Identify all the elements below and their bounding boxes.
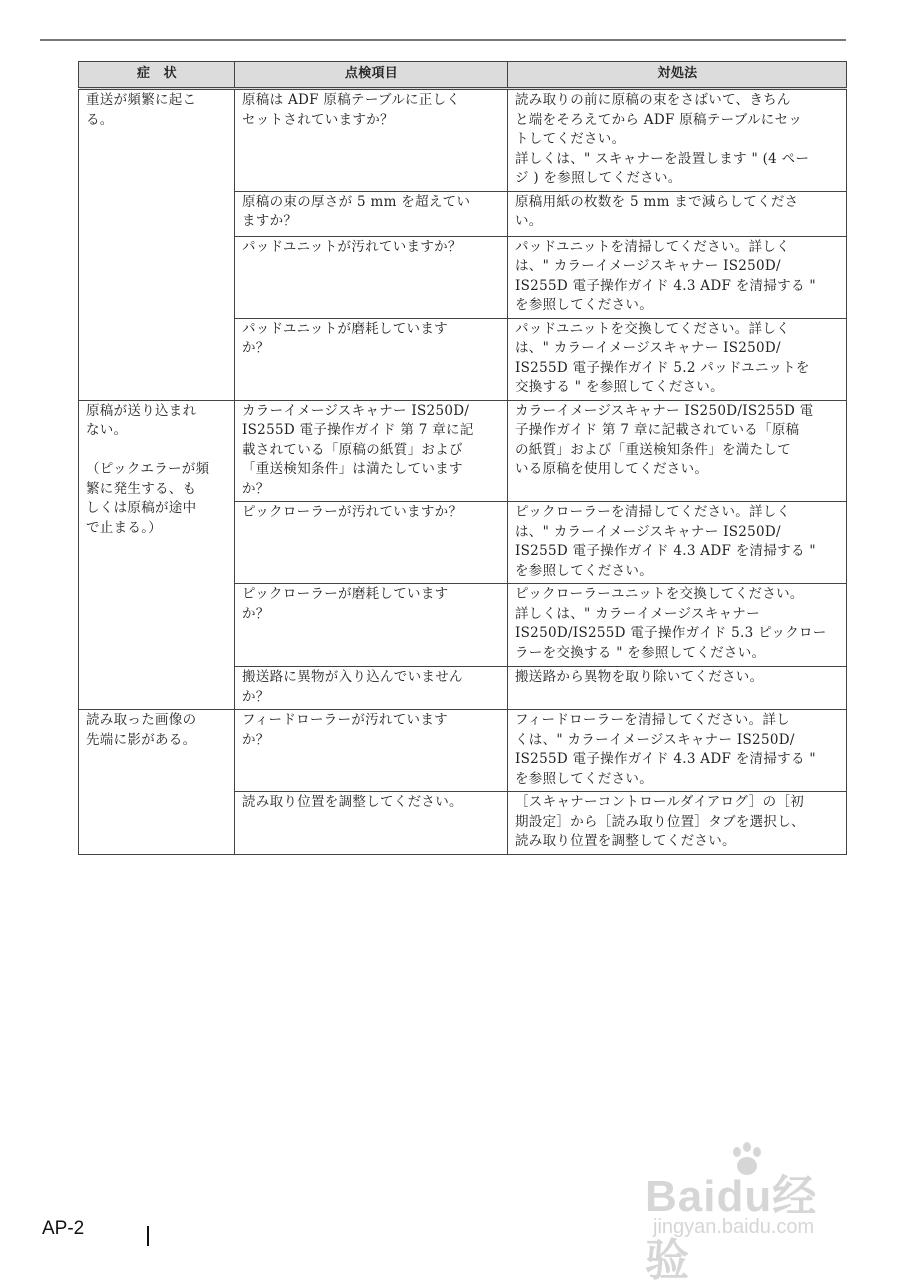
- remedy-cell: 原稿用紙の枚数を 5 mm まで減らしてくださ い。: [508, 191, 847, 236]
- table-row: [79, 710, 847, 792]
- remedy-cell: フィードローラーを清掃してください。詳し くは、" カラーイメージスキャナー IS250D/ IS255D 電子操作ガイド 4.3 ADF を清掃する " を参照してください。: [508, 710, 847, 792]
- remedy-cell: ピックローラーを清掃してください。詳しく は、" カラーイメージスキャナー IS250D/ IS255D 電子操作ガイド 4.3 ADF を清掃する " を参照してください。: [508, 502, 847, 584]
- check-item-cell: フィードローラーが汚れています か？: [235, 710, 508, 792]
- table-row: [79, 89, 847, 192]
- check-item-cell: 搬送路に異物が入り込んでいません か？: [235, 667, 508, 710]
- check-item-cell: ピックローラーが磨耗しています か？: [235, 584, 508, 667]
- check-item-cell: カラーイメージスキャナー IS250D/ IS255D 電子操作ガイド 第 7 章に記 載されている「原稿の紙質」および 「重送検知条件」は満たしています か？: [235, 400, 508, 502]
- watermark-url: jingyan.baidu.com: [653, 1216, 815, 1238]
- page-number: AP-2: [42, 1218, 85, 1239]
- check-item-cell: ピックローラーが汚れていますか？: [235, 502, 508, 584]
- symptom-cell: 読み取った画像の 先端に影がある。: [79, 710, 235, 855]
- baidu-watermark: [645, 1140, 855, 1285]
- column-header-symptom: 症 状: [79, 62, 235, 89]
- remedy-cell: パッドユニットを清掃してください。詳しく は、" カラーイメージスキャナー IS250D/ IS255D 電子操作ガイド 4.3 ADF を清掃する " を参照してください。: [508, 236, 847, 318]
- remedy-cell: 搬送路から異物を取り除いてください。: [508, 667, 847, 710]
- troubleshooting-table: [78, 61, 847, 855]
- footer-divider: [147, 1226, 149, 1246]
- header-rule: [40, 39, 846, 41]
- remedy-cell: カラーイメージスキャナー IS250D/IS255D 電 子操作ガイド 第 7 章に記載されている「原稿 の紙質」および「重送検知条件」を満たして いる原稿を使用してください。: [508, 400, 847, 502]
- check-item-cell: 原稿は ADF 原稿テーブルに正しく セットされていますか？: [235, 89, 508, 192]
- remedy-cell: パッドユニットを交換してください。詳しく は、" カラーイメージスキャナー IS250D/ IS255D 電子操作ガイド 5.2 パッドユニットを 交換する " を参照してください。: [508, 318, 847, 400]
- check-item-cell: パッドユニットが汚れていますか？: [235, 236, 508, 318]
- check-item-cell: 原稿の束の厚さが 5 mm を超えてい ますか？: [235, 191, 508, 236]
- remedy-cell: ピックローラーユニットを交換してください。 詳しくは、" カラーイメージスキャナー IS250D/IS255D 電子操作ガイド 5.3 ピックロー ラーを交換する " を参照してください。: [508, 584, 847, 667]
- column-header-remedy: 対処法: [508, 62, 847, 89]
- check-item-cell: パッドユニットが磨耗しています か？: [235, 318, 508, 400]
- symptom-cell: 原稿が送り込まれ ない。 （ピックエラーが頻 繁に発生する、も しくは原稿が途中 で止まる。）: [79, 400, 235, 710]
- symptom-cell: 重送が頻繁に起こ る。: [79, 89, 235, 401]
- check-item-cell: 読み取り位置を調整してください。: [235, 792, 508, 855]
- remedy-cell: 読み取りの前に原稿の束をさばいて、きちん と端をそろえてから ADF 原稿テーブルにセッ トしてください。 詳しくは、" スキャナーを設置します " (4 ペー ジ ) を参照してください。: [508, 89, 847, 192]
- remedy-cell: ［スキャナーコントロールダイアログ］の［初 期設定］から［読み取り位置］タブを選択し、 読み取り位置を調整してください。: [508, 792, 847, 855]
- watermark-logo: Baidu经验: [645, 1172, 818, 1285]
- table-row: [79, 400, 847, 502]
- table-header-row: [79, 62, 847, 89]
- column-header-check-item: 点検項目: [235, 62, 508, 89]
